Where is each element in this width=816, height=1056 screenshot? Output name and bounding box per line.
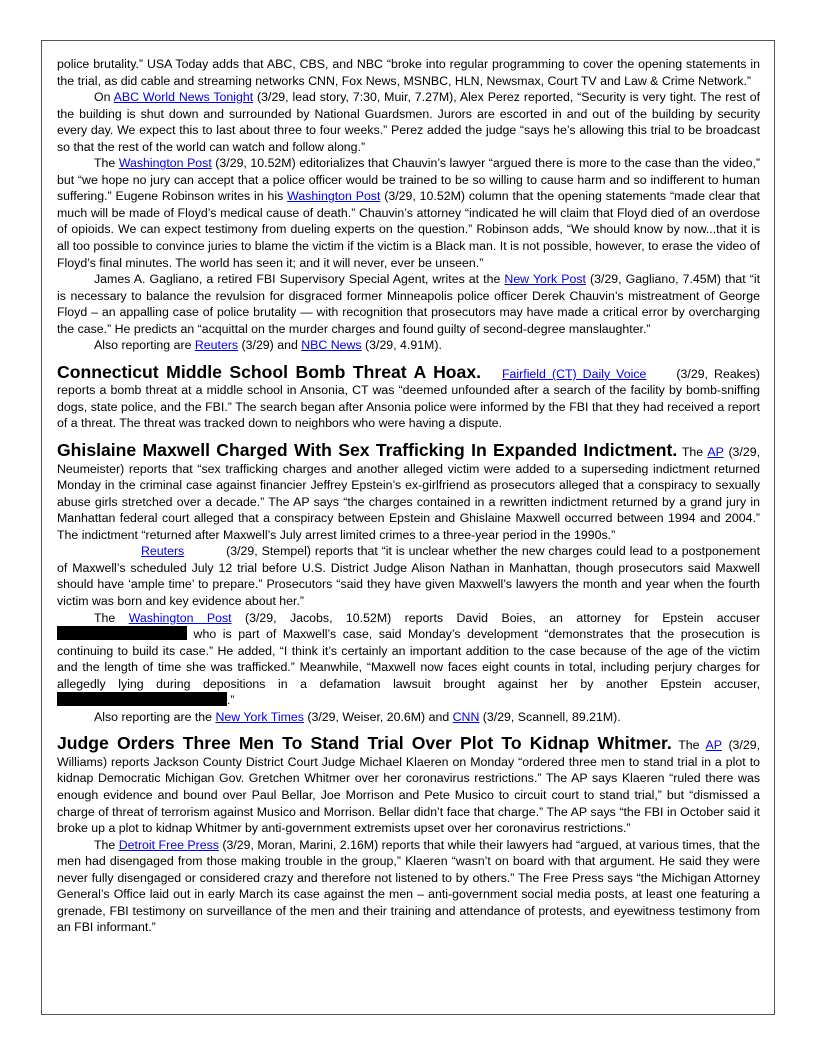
text: Also reporting are [94, 338, 195, 353]
redaction-bar [57, 626, 187, 640]
paragraph [57, 271, 760, 337]
link-washington-post[interactable]: Washington Post [118, 156, 212, 171]
link-cnn[interactable]: CNN [452, 709, 480, 724]
text: who is part of Maxwell’s case, said Monday’s development “demonstrates that the prosecution is continuing to build its case.” He added, “I think it’s certainly an important addition to the case because of the age of the victim and the length of time she was trafficked.” Meanwhile, “Maxwell now faces eight counts in total, including perjury charges for allegedly lying during depositions in a defamation lawsuit brought against her by another Epstein accuser, [57, 627, 760, 691]
link-reuters[interactable]: Reuters [141, 544, 185, 559]
headline: Ghislaine Maxwell Charged With Sex Trafficking In Expanded Indictment. [57, 440, 678, 461]
text: (3/29, Jacobs, 10.52M) reports David Boies, an attorney for Epstein accuser [231, 610, 761, 625]
text: (3/29) and [238, 338, 302, 353]
text: (3/29, 4.91M). [361, 338, 442, 353]
text: (3/29, 10.52M) column that the opening statements “made clear that much will be made of Floyd’s medical cause of death.” Chauvin’s attorney “indicated he will claim that Floyd died of an overdose of opioids. We can expect testimony from dueling experts on the question.” Robinson adds, “We should know by now...that it is all too possible to convince juries to blame the victim if the victim is a Black man. It is not possible, however, to erase the video of Floyd’s final minutes. The world has seen it; and it will never, ever be unseen.” [57, 189, 760, 270]
text: (3/29, lead story, 7:30, Muir, 7.27M), Alex Perez reported, “Security is very tight. The rest of the building is shut down and surrounded by National Guardsmen. Jurors are escorted in and out of the building by security every day. We expect this to last about three to four weeks.” Perez added the judge “says he’s allowing this trial to be broadcast so that the rest of the world can watch and follow along.” [57, 90, 761, 154]
story-bomb-threat [57, 362, 760, 432]
link-new-york-times[interactable]: New York Times [215, 709, 304, 724]
link-ap[interactable]: AP [707, 445, 724, 460]
paragraph [57, 709, 760, 726]
text: (3/29, Gagliano, 7.45M) that “it is necessary to balance the revulsion for disgraced former Minneapolis police officer Derek Chauvin’s mistreatment of George Floyd – an appalling case of police brutality — with recognition that prosecutors may have made a critical error by overcharging the case.” He predicts an “acquittal on the murder charges and found guilty of second-degree manslaughter.” [57, 272, 761, 336]
paragraph [57, 89, 760, 155]
link-ap[interactable]: AP [705, 738, 722, 753]
text: (3/29, Reakes) reports a bomb threat at a middle school in Ansonia, CT was “deemed unfounded after a search of the facility by bomb-sniffing dogs, state police, and the FBI.” The search began after Ansonia police were informed by the FBI that they had received a report of a threat. The threat was tracked down to neighbors who were having a dispute. [57, 366, 761, 431]
text: (3/29, Stempel) reports that “it is unclear whether the new charges could lead to a postponement of Maxwell’s scheduled July 12 trial before U.S. District Judge Alison Nathan in Manhattan, though prosecutors said Maxwell should have ‘ample time’ to prepare.” Prosecutors “said they have given Maxwell’s lawyers the month and year when the fourth victim was born and key evidence about her.” [57, 544, 760, 608]
link-abc-world-news-tonight[interactable]: ABC World News Tonight [113, 90, 254, 105]
redaction-bar [57, 692, 227, 706]
text: James A. Gagliano, a retired FBI Supervisory Special Agent, writes at the [94, 272, 505, 287]
paragraph [57, 543, 760, 609]
paragraph [57, 337, 760, 354]
link-washington-post[interactable]: Washington Post [287, 189, 381, 204]
text: (3/29, Williams) reports Jackson County District Court Judge Michael Klaeren on Monday “ordered three men to stand trial in a plot to kidnap Democratic Michigan Gov. Gretchen Whitmer over her coronavirus restrictions.” The AP says Klaeren “ruled there was enough evidence and bound over Paul Bellar, Joe Morrison and Pete Musico to circuit court to stand trial,” but “dismissed a charge of threat of terrorism against Musico and Morrison. Bellar didn’t face that charge.” The AP says “the FBI in October said it broke up a plot to kidnap Whitmer by anti-government extremists upset over her coronavirus restrictions.” [57, 738, 761, 836]
paragraph [57, 837, 760, 936]
story-whitmer [57, 733, 760, 836]
link-washington-post[interactable]: Washington Post [128, 610, 232, 625]
headline: Connecticut Middle School Bomb Threat A Hoax. [57, 361, 481, 382]
link-fairfield-daily-voice[interactable]: Fairfield (CT) Daily Voice [502, 366, 647, 381]
page-frame [41, 40, 775, 1015]
text: (3/29, 10.52M) editorializes that Chauvin’s lawyer “argued there is more to the case than the video,” but “we hope no jury can accept that a police officer would be trained to be so willing to cause harm and so indifferent to human suffering.” Eugene Robinson writes in his [57, 156, 761, 204]
text: (3/29, Neumeister) reports that “sex trafficking charges and another alleged victim were added to a superseding indictment returned Monday in the criminal case against financier Jeffrey Epstein’s ex-girlfriend as prosecutors alleged that a conspiracy to sexually abuse girls stretched over a decade.” The AP says “the charges contained in a rewritten indictment returned by a grand jury in Manhattan federal court alleged that a conspiracy between Epstein and Ghislaine Maxwell occurred between 1994 and 2004.” The indictment “returned after Maxwell’s July arrest limited crimes to a three-year period in the 1990s.” [57, 445, 761, 542]
document-body [57, 56, 760, 936]
text: The [94, 837, 119, 852]
link-reuters[interactable]: Reuters [194, 338, 239, 353]
headline: Judge Orders Three Men To Stand Trial Over Plot To Kidnap Whitmer. [57, 733, 672, 754]
text: The [94, 156, 119, 171]
text: .” [227, 693, 235, 708]
paragraph [57, 610, 760, 709]
text: On [94, 90, 114, 105]
text: (3/29, Scannell, 89.21M). [479, 709, 621, 724]
text: (3/29, Weiser, 20.6M) and [303, 709, 453, 724]
story-maxwell [57, 440, 760, 543]
text: police brutality.” USA Today adds that ABC, CBS, and NBC “broke into regular programming to cover the opening statements in the trial, as did cable and streaming networks CNN, Fox News, MSNBC, HLN, Newsmax, Court TV and Law & Crime Network.” [57, 57, 760, 88]
text: The [671, 738, 706, 753]
paragraph [57, 56, 760, 89]
text: The [94, 610, 129, 625]
link-detroit-free-press[interactable]: Detroit Free Press [118, 837, 219, 852]
link-new-york-post[interactable]: New York Post [504, 272, 586, 287]
text: (3/29, Moran, Marini, 2.16M) reports that while their lawyers had “argued, at various times, that the men had disengaged from those making trouble in the group,” Klaeren “wasn’t on board with that argument. He said they were never fully disengaged or considered crazy and therefore not listened to by others.” The Free Press says “the Michigan Attorney General’s Office laid out in early March its case against the men – anti-government social media posts, at least one featuring a grenade, FBI testimony on surveillance of the men and their training and attendance of protests, and eyewitness testimony from an FBI informant.” [57, 837, 760, 935]
text: Also reporting are the [94, 709, 216, 724]
link-nbc-news[interactable]: NBC News [301, 338, 362, 353]
paragraph [57, 155, 760, 271]
text: The [677, 445, 708, 460]
